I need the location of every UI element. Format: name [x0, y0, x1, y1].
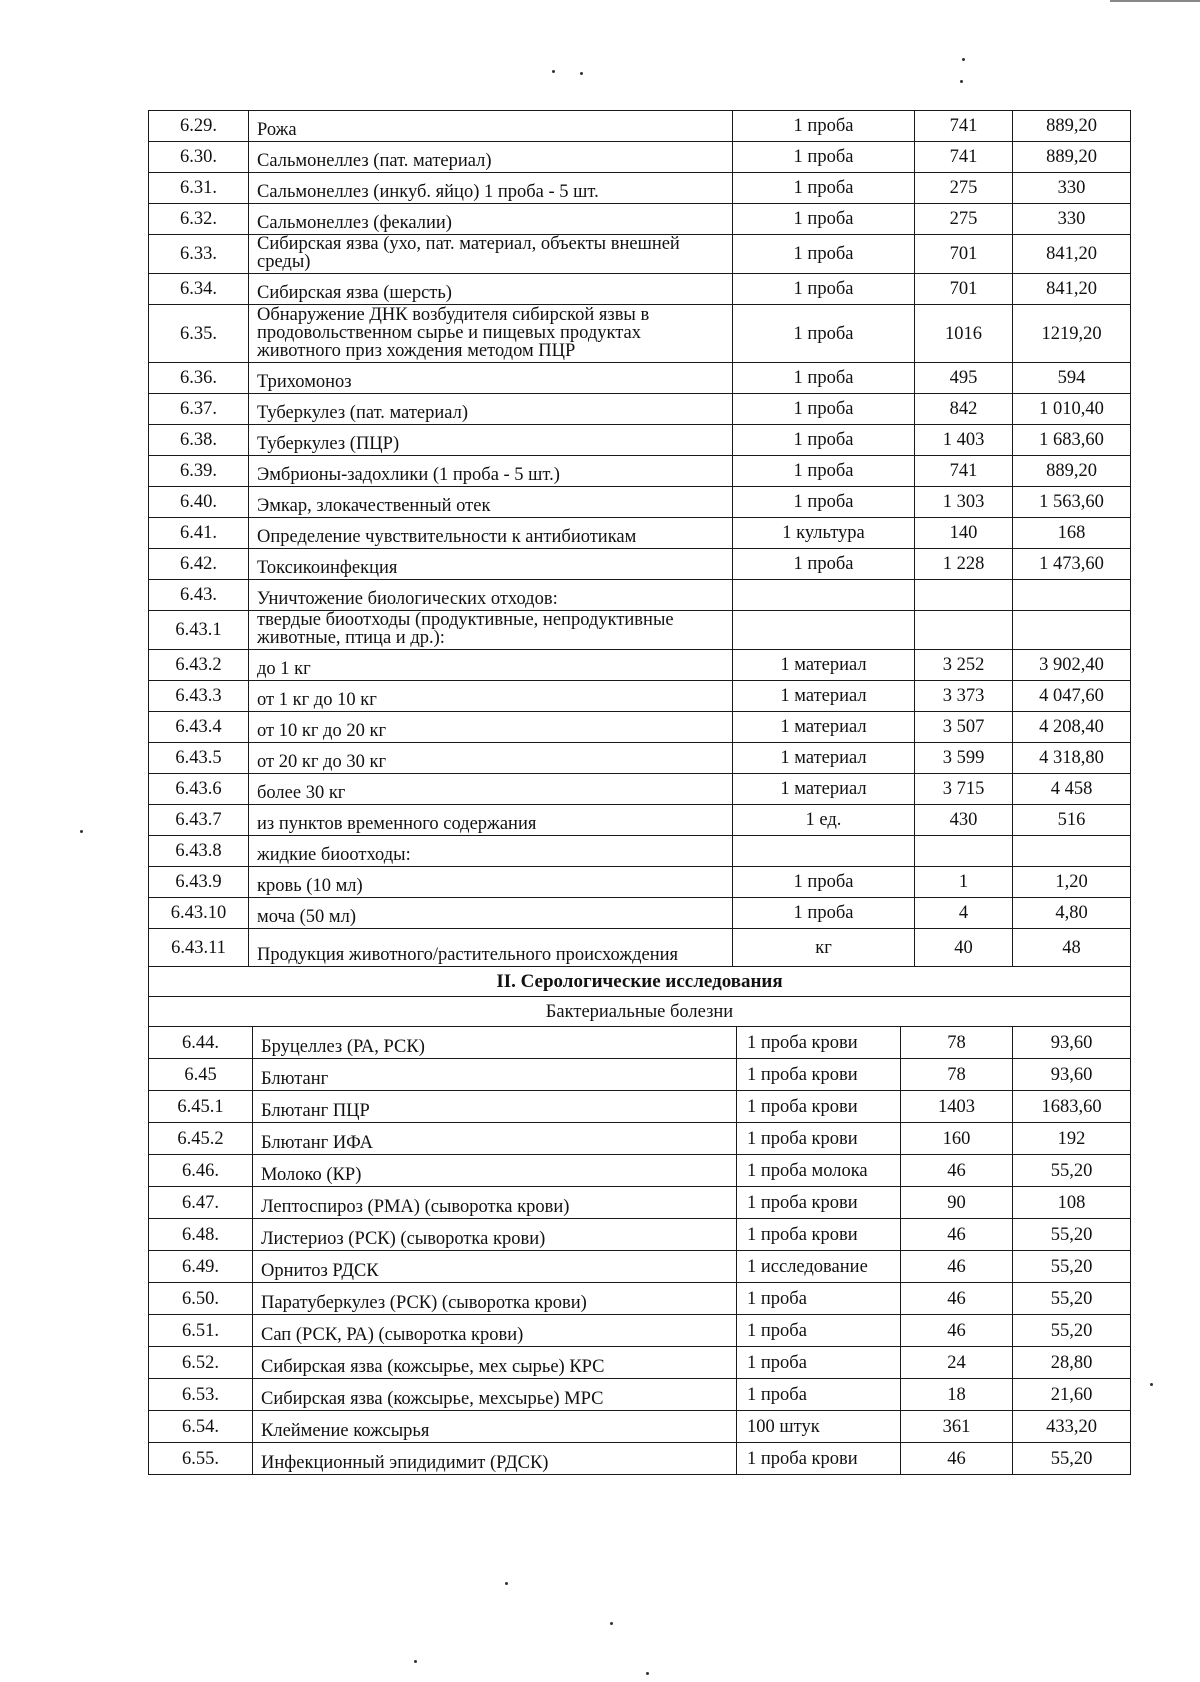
row-price-vat: 4 208,40: [1013, 712, 1131, 743]
row-number: 6.43.6: [149, 774, 249, 805]
table-row: [149, 836, 1131, 867]
table-row: [149, 1379, 1131, 1411]
row-name: Блютанг: [253, 1059, 737, 1091]
row-number: 6.46.: [149, 1155, 253, 1187]
row-price: 741: [915, 111, 1013, 142]
row-number: 6.48.: [149, 1219, 253, 1251]
scan-speck: [80, 830, 83, 833]
row-unit: 1 проба: [737, 1347, 901, 1379]
row-number: 6.43.: [149, 580, 249, 611]
row-price-vat: 28,80: [1013, 1347, 1131, 1379]
row-unit: 1 ед.: [733, 805, 915, 836]
row-number: 6.43.4: [149, 712, 249, 743]
table-row: [149, 1411, 1131, 1443]
row-number: 6.40.: [149, 487, 249, 518]
row-price: 275: [915, 173, 1013, 204]
row-price: 1: [915, 867, 1013, 898]
row-price-vat: [1013, 836, 1131, 867]
row-price-vat: 889,20: [1013, 142, 1131, 173]
row-name: Сибирская язва (кожсырье, мехсырье) МРС: [253, 1379, 737, 1411]
row-price: 3 507: [915, 712, 1013, 743]
row-unit: [733, 580, 915, 611]
row-number: 6.47.: [149, 1187, 253, 1219]
row-number: 6.43.2: [149, 650, 249, 681]
row-price-vat: 55,20: [1013, 1155, 1131, 1187]
row-price-vat: 4 047,60: [1013, 681, 1131, 712]
row-number: 6.43.8: [149, 836, 249, 867]
row-name: Паратуберкулез (РСК) (сыворотка крови): [253, 1283, 737, 1315]
table-row: [149, 1027, 1131, 1059]
row-name: Сальмонеллез (инкуб. яйцо) 1 проба - 5 шт.: [249, 173, 733, 204]
row-unit: 1 проба: [733, 111, 915, 142]
row-number: 6.50.: [149, 1283, 253, 1315]
row-price: 46: [901, 1155, 1013, 1187]
row-unit: 1 проба: [733, 363, 915, 394]
table-row: [149, 487, 1131, 518]
row-unit: 1 проба: [737, 1283, 901, 1315]
scan-speck: [580, 72, 583, 75]
row-name: Сибирская язва (ухо, пат. материал, объекты внешней среды): [249, 235, 733, 274]
row-unit: 1 проба: [733, 425, 915, 456]
row-price: 701: [915, 235, 1013, 274]
row-price-vat: 93,60: [1013, 1059, 1131, 1091]
row-unit: 1 проба: [737, 1315, 901, 1347]
row-unit: 1 проба: [733, 305, 915, 363]
row-price: 1 403: [915, 425, 1013, 456]
row-name: Инфекционный эпидидимит (РДСК): [253, 1443, 737, 1475]
row-number: 6.31.: [149, 173, 249, 204]
row-unit: 1 проба крови: [737, 1123, 901, 1155]
table-row: [149, 898, 1131, 929]
row-number: 6.38.: [149, 425, 249, 456]
row-unit: 1 исследование: [737, 1251, 901, 1283]
row-price-vat: 55,20: [1013, 1219, 1131, 1251]
row-price: 160: [901, 1123, 1013, 1155]
row-name: кровь (10 мл): [249, 867, 733, 898]
row-price-vat: 3 902,40: [1013, 650, 1131, 681]
row-price: 701: [915, 274, 1013, 305]
table-row: [149, 1347, 1131, 1379]
row-name: Листериоз (РСК) (сыворотка крови): [253, 1219, 737, 1251]
section-header-row: [149, 967, 1131, 997]
table-row: [149, 456, 1131, 487]
row-unit: 1 проба: [733, 456, 915, 487]
row-price: 3 252: [915, 650, 1013, 681]
scan-speck: [1150, 1383, 1153, 1386]
row-name: Блютанг ИФА: [253, 1123, 737, 1155]
row-unit: 1 проба: [733, 173, 915, 204]
table-row: [149, 549, 1131, 580]
row-price-vat: 330: [1013, 204, 1131, 235]
row-price: 140: [915, 518, 1013, 549]
table-row: [149, 394, 1131, 425]
row-price-vat: 889,20: [1013, 456, 1131, 487]
row-unit: 1 материал: [733, 650, 915, 681]
row-price: 4: [915, 898, 1013, 929]
row-number: 6.51.: [149, 1315, 253, 1347]
table-row: [149, 425, 1131, 456]
row-price: 18: [901, 1379, 1013, 1411]
table-row: [149, 305, 1131, 363]
row-name: Орнитоз РДСК: [253, 1251, 737, 1283]
row-number: 6.30.: [149, 142, 249, 173]
row-price: 3 373: [915, 681, 1013, 712]
row-name: твердые биоотходы (продуктивные, непродуктивные животные, птица и др.):: [249, 611, 733, 650]
scan-speck: [962, 58, 965, 61]
row-price-vat: 433,20: [1013, 1411, 1131, 1443]
row-price-vat: 1219,20: [1013, 305, 1131, 363]
table-row: [149, 204, 1131, 235]
row-price-vat: 21,60: [1013, 1379, 1131, 1411]
row-name: Сап (РСК, РА) (сыворотка крови): [253, 1315, 737, 1347]
table-row: [149, 1123, 1131, 1155]
row-number: 6.29.: [149, 111, 249, 142]
table-row: [149, 774, 1131, 805]
row-price: [915, 611, 1013, 650]
row-number: 6.44.: [149, 1027, 253, 1059]
row-price-vat: 1683,60: [1013, 1091, 1131, 1123]
row-number: 6.34.: [149, 274, 249, 305]
row-price: 1 303: [915, 487, 1013, 518]
row-name: Сальмонеллез (пат. материал): [249, 142, 733, 173]
row-price-vat: [1013, 580, 1131, 611]
row-name: от 10 кг до 20 кг: [249, 712, 733, 743]
row-name: Туберкулез (пат. материал): [249, 394, 733, 425]
row-number: 6.43.10: [149, 898, 249, 929]
row-unit: 1 проба крови: [737, 1027, 901, 1059]
row-price-vat: 93,60: [1013, 1027, 1131, 1059]
row-unit: 1 проба: [733, 394, 915, 425]
row-number: 6.43.5: [149, 743, 249, 774]
row-price: 3 599: [915, 743, 1013, 774]
row-unit: 1 проба: [733, 142, 915, 173]
table-row: [149, 1155, 1131, 1187]
table-row: [149, 650, 1131, 681]
row-unit: 100 штук: [737, 1411, 901, 1443]
scan-speck: [610, 1622, 613, 1625]
row-unit: 1 материал: [733, 681, 915, 712]
table-row: [149, 1251, 1131, 1283]
row-unit: 1 проба: [733, 867, 915, 898]
row-price-vat: 4 458: [1013, 774, 1131, 805]
row-number: 6.39.: [149, 456, 249, 487]
row-unit: 1 проба крови: [737, 1091, 901, 1123]
row-price: 430: [915, 805, 1013, 836]
row-name: Продукция животного/растительного происхождения: [249, 929, 733, 967]
row-name: Сибирская язва (шерсть): [249, 274, 733, 305]
row-name: Молоко (КР): [253, 1155, 737, 1187]
table-row: [149, 363, 1131, 394]
row-price-vat: 48: [1013, 929, 1131, 967]
row-price-vat: 55,20: [1013, 1443, 1131, 1475]
row-number: 6.43.7: [149, 805, 249, 836]
subsection-title: Бактериальные болезни: [149, 997, 1131, 1027]
table-row: [149, 111, 1131, 142]
row-name: Рожа: [249, 111, 733, 142]
table-row: [149, 580, 1131, 611]
row-name: Лептоспироз (РМА) (сыворотка крови): [253, 1187, 737, 1219]
row-price-vat: 4 318,80: [1013, 743, 1131, 774]
row-price: 46: [901, 1251, 1013, 1283]
row-price-vat: 168: [1013, 518, 1131, 549]
table-row: [149, 518, 1131, 549]
row-price-vat: 1,20: [1013, 867, 1131, 898]
table-row: [149, 1091, 1131, 1123]
row-unit: 1 материал: [733, 712, 915, 743]
table-row: [149, 867, 1131, 898]
row-name: Клеймение кожсырья: [253, 1411, 737, 1443]
row-price-vat: 889,20: [1013, 111, 1131, 142]
row-number: 6.41.: [149, 518, 249, 549]
row-unit: 1 проба крови: [737, 1443, 901, 1475]
scan-speck: [646, 1672, 649, 1675]
row-name: до 1 кг: [249, 650, 733, 681]
row-price: 361: [901, 1411, 1013, 1443]
row-unit: 1 проба: [733, 204, 915, 235]
row-number: 6.43.1: [149, 611, 249, 650]
price-table-part2: [148, 1026, 1131, 1475]
row-number: 6.45.1: [149, 1091, 253, 1123]
row-name: Эмбрионы-задохлики (1 проба - 5 шт.): [249, 456, 733, 487]
row-price: 1016: [915, 305, 1013, 363]
scan-speck: [505, 1582, 508, 1585]
table-row: [149, 1059, 1131, 1091]
row-price: 78: [901, 1059, 1013, 1091]
table-row: [149, 929, 1131, 967]
table-row: [149, 1315, 1131, 1347]
row-price: 90: [901, 1187, 1013, 1219]
row-unit: 1 проба молока: [737, 1155, 901, 1187]
row-price: 3 715: [915, 774, 1013, 805]
row-price-vat: 1 010,40: [1013, 394, 1131, 425]
table-row: [149, 1187, 1131, 1219]
scan-speck: [552, 70, 555, 73]
row-price-vat: 841,20: [1013, 274, 1131, 305]
row-price-vat: 4,80: [1013, 898, 1131, 929]
row-price: 1403: [901, 1091, 1013, 1123]
row-price-vat: 55,20: [1013, 1251, 1131, 1283]
row-price: 495: [915, 363, 1013, 394]
row-number: 6.43.3: [149, 681, 249, 712]
row-name: Трихомоноз: [249, 363, 733, 394]
row-price: 842: [915, 394, 1013, 425]
row-number: 6.43.9: [149, 867, 249, 898]
row-name: более 30 кг: [249, 774, 733, 805]
row-price-vat: 1 473,60: [1013, 549, 1131, 580]
row-name: Сальмонеллез (фекалии): [249, 204, 733, 235]
row-name: Туберкулез (ПЦР): [249, 425, 733, 456]
table-row: [149, 235, 1131, 274]
row-number: 6.32.: [149, 204, 249, 235]
row-unit: кг: [733, 929, 915, 967]
row-price-vat: 594: [1013, 363, 1131, 394]
price-table-part1: [148, 110, 1131, 1027]
row-price: [915, 836, 1013, 867]
row-price: 78: [901, 1027, 1013, 1059]
row-name: Бруцеллез (РА, РСК): [253, 1027, 737, 1059]
row-name: от 1 кг до 10 кг: [249, 681, 733, 712]
row-number: 6.33.: [149, 235, 249, 274]
row-unit: 1 материал: [733, 774, 915, 805]
row-price-vat: 55,20: [1013, 1283, 1131, 1315]
row-name: Уничтожение биологических отходов:: [249, 580, 733, 611]
row-number: 6.37.: [149, 394, 249, 425]
row-number: 6.55.: [149, 1443, 253, 1475]
row-price: 1 228: [915, 549, 1013, 580]
row-unit: 1 культура: [733, 518, 915, 549]
row-unit: 1 проба крови: [737, 1219, 901, 1251]
row-name: от 20 кг до 30 кг: [249, 743, 733, 774]
row-price: 24: [901, 1347, 1013, 1379]
scan-speck: [414, 1660, 417, 1663]
table-row: [149, 805, 1131, 836]
row-number: 6.45: [149, 1059, 253, 1091]
table-row: [149, 712, 1131, 743]
table-row: [149, 173, 1131, 204]
row-number: 6.49.: [149, 1251, 253, 1283]
row-unit: 1 проба: [733, 898, 915, 929]
row-unit: 1 проба: [737, 1379, 901, 1411]
row-name: жидкие биоотходы:: [249, 836, 733, 867]
row-price: 46: [901, 1283, 1013, 1315]
row-price-vat: 516: [1013, 805, 1131, 836]
row-number: 6.52.: [149, 1347, 253, 1379]
row-name: Блютанг ПЦР: [253, 1091, 737, 1123]
row-price: 46: [901, 1219, 1013, 1251]
row-name: Эмкар, злокачественный отек: [249, 487, 733, 518]
table-row: [149, 142, 1131, 173]
subsection-header-row: [149, 997, 1131, 1027]
row-number: 6.36.: [149, 363, 249, 394]
row-number: 6.53.: [149, 1379, 253, 1411]
row-name: из пунктов временного содержания: [249, 805, 733, 836]
row-price-vat: 108: [1013, 1187, 1131, 1219]
row-unit: 1 проба крови: [737, 1059, 901, 1091]
row-price: 40: [915, 929, 1013, 967]
row-unit: 1 материал: [733, 743, 915, 774]
row-unit: 1 проба: [733, 274, 915, 305]
row-unit: 1 проба крови: [737, 1187, 901, 1219]
scan-speck: [960, 80, 963, 83]
row-price-vat: 841,20: [1013, 235, 1131, 274]
table-row: [149, 274, 1131, 305]
row-number: 6.45.2: [149, 1123, 253, 1155]
row-price-vat: 1 563,60: [1013, 487, 1131, 518]
row-unit: 1 проба: [733, 487, 915, 518]
row-number: 6.42.: [149, 549, 249, 580]
row-price-vat: [1013, 611, 1131, 650]
scan-edge-mark: [1110, 0, 1200, 2]
row-name: моча (50 мл): [249, 898, 733, 929]
row-number: 6.54.: [149, 1411, 253, 1443]
table-row: [149, 1443, 1131, 1475]
row-price-vat: 1 683,60: [1013, 425, 1131, 456]
row-unit: [733, 611, 915, 650]
row-price: 46: [901, 1315, 1013, 1347]
row-price-vat: 55,20: [1013, 1315, 1131, 1347]
row-price: 741: [915, 142, 1013, 173]
row-price: 741: [915, 456, 1013, 487]
row-price: 275: [915, 204, 1013, 235]
row-name: Определение чувствительности к антибиотикам: [249, 518, 733, 549]
row-number: 6.35.: [149, 305, 249, 363]
table-row: [149, 611, 1131, 650]
row-price-vat: 330: [1013, 173, 1131, 204]
row-number: 6.43.11: [149, 929, 249, 967]
table-row: [149, 1283, 1131, 1315]
row-price: 46: [901, 1443, 1013, 1475]
row-name: Сибирская язва (кожсырье, мех сырье) КРС: [253, 1347, 737, 1379]
row-unit: [733, 836, 915, 867]
row-name: Обнаружение ДНК возбудителя сибирской язвы в продовольственном сырье и пищевых продуктах животного приз хождения методом ПЦР: [249, 305, 733, 363]
row-name: Токсикоинфекция: [249, 549, 733, 580]
row-unit: 1 проба: [733, 549, 915, 580]
row-unit: 1 проба: [733, 235, 915, 274]
row-price: [915, 580, 1013, 611]
table-row: [149, 1219, 1131, 1251]
table-row: [149, 681, 1131, 712]
table-row: [149, 743, 1131, 774]
section-title: II. Серологические исследования: [149, 967, 1131, 997]
row-price-vat: 192: [1013, 1123, 1131, 1155]
